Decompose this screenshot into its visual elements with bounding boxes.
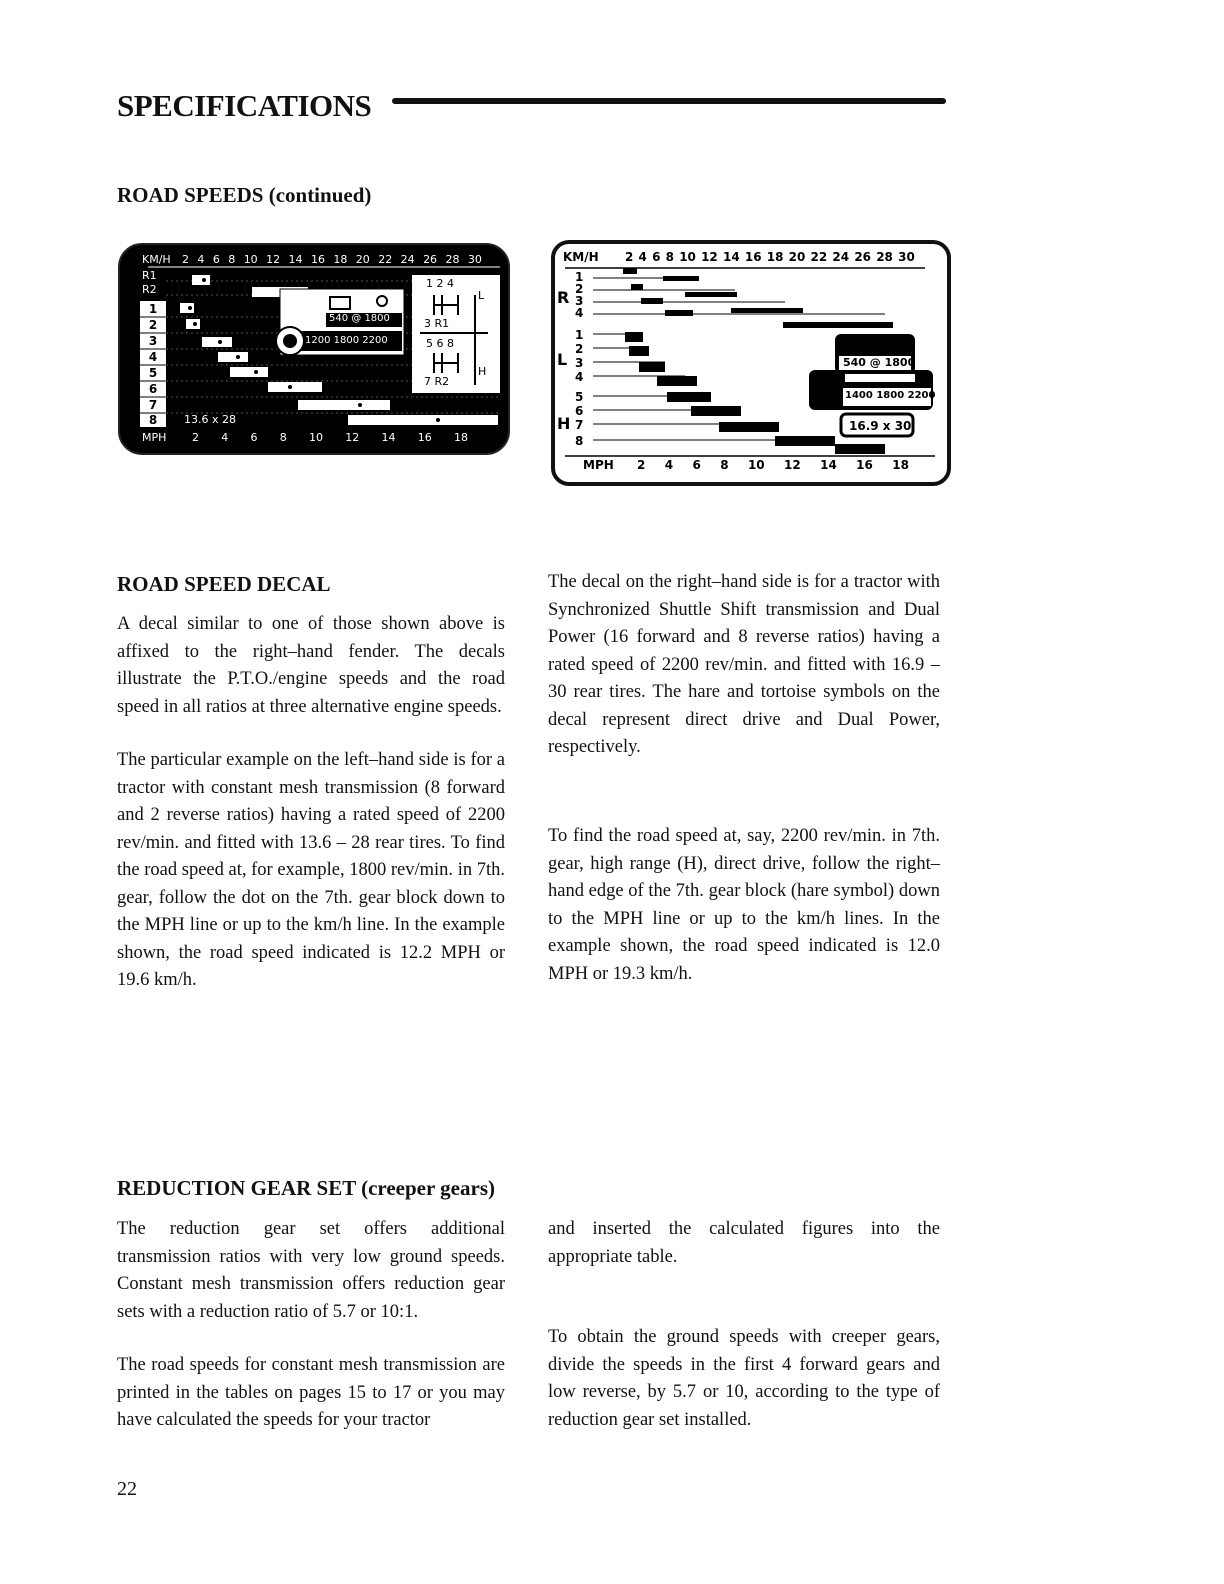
- gear-label: 7: [148, 398, 158, 412]
- group-label: R: [557, 288, 570, 307]
- mph-tick: 4: [221, 431, 229, 444]
- kmh-tick: 26: [423, 253, 438, 266]
- kmh-tick: 26: [854, 250, 872, 264]
- reduction-gear-para-2: The road speeds for constant mesh transmission are printed in the tables on pages 15 to 17 or you may have calculated the speeds for your tractor: [117, 1355, 505, 1430]
- road-speeds-heading: ROAD SPEEDS (continued): [117, 183, 372, 207]
- gear-label: 6: [575, 404, 584, 418]
- mph-tick: 18: [454, 431, 468, 444]
- decal-right-pto-speed: 540 @ 1800: [843, 356, 916, 369]
- reverse-label: R2: [142, 283, 157, 296]
- mph-tick: 16: [417, 431, 432, 444]
- reverse-label: R1: [142, 269, 157, 282]
- decal-right-engine-speeds: 1400 1800 2200: [845, 390, 936, 401]
- gear-label: 4: [148, 350, 158, 364]
- decal-right-kmh-ticks: [625, 250, 915, 264]
- kmh-tick: 18: [766, 250, 784, 264]
- reduction-gear-para-1: The reduction gear set offers additional transmission ratios with very low ground speeds. Constant mesh transmission offers reduction gear sets with a reduction ratio of 5.7 or 10:1.: [117, 1219, 505, 1322]
- reduction-gear-para-3: and inserted the calculated figures into the appropriate table.: [548, 1219, 940, 1267]
- kmh-tick: 24: [400, 253, 415, 266]
- kmh-tick: 8: [228, 253, 236, 266]
- mph-tick: 2: [637, 458, 646, 472]
- kmh-tick: 6: [212, 253, 220, 266]
- shift-pattern-mid: 3 R1: [424, 317, 450, 330]
- kmh-tick: 20: [788, 250, 806, 264]
- gear-label: 4: [575, 370, 584, 384]
- decal-left-kmh-label: KM/H: [142, 253, 171, 266]
- title-rule: [392, 98, 946, 104]
- decal-left-tire-size: 13.6 x 28: [184, 413, 236, 426]
- road-speed-decal-right: [551, 240, 951, 486]
- kmh-tick: 22: [810, 250, 828, 264]
- kmh-tick: 6: [652, 250, 661, 264]
- mph-tick: 10: [309, 431, 323, 444]
- shift-pattern-bottom: 7 R2: [424, 375, 450, 388]
- gear-label: 5: [575, 390, 584, 404]
- mph-tick: 16: [856, 458, 873, 472]
- range-high-label: H: [478, 365, 487, 378]
- gear-label: 3: [575, 294, 584, 308]
- kmh-tick: 8: [665, 250, 674, 264]
- gear-label: 2: [575, 282, 584, 296]
- mph-tick: 14: [820, 458, 837, 472]
- page-number: 22: [117, 1478, 137, 1500]
- road-speed-decal-para-2: The particular example on the left–hand side is for a tractor with constant mesh transmission (8 forward and 2 reverse ratios) having a rated speed of 2200 rev/min. and fitted with 13.6 – 28 rear tires. To find the road speed at, for example, 1800 rev/min. in 7th. gear, follow the dot on the 7th. gear block down to the MPH line or up to the km/h line. In the example shown, the road speed indicated is 12.2 MPH or 19.6 km/h.: [117, 750, 505, 990]
- gear-label: 7: [575, 418, 584, 432]
- kmh-tick: 16: [310, 253, 325, 266]
- kmh-tick: 12: [701, 250, 718, 264]
- road-speed-decal-left: [118, 243, 510, 455]
- mph-tick: 6: [250, 431, 258, 444]
- decal-left-pto-speed: 540 @ 1800: [329, 313, 390, 324]
- decal-left-kmh-ticks: [182, 253, 482, 266]
- group-label: H: [557, 414, 571, 433]
- mph-tick: 12: [345, 431, 360, 444]
- mph-tick: 10: [747, 458, 765, 472]
- kmh-tick: 14: [722, 250, 740, 264]
- kmh-tick: 12: [266, 253, 281, 266]
- kmh-tick: 2: [182, 253, 189, 266]
- kmh-tick: 22: [378, 253, 393, 266]
- kmh-tick: 10: [243, 253, 258, 266]
- decal-right-mph-ticks: [637, 458, 909, 472]
- decal-left-gear-labels: [140, 301, 166, 427]
- kmh-tick: 18: [333, 253, 348, 266]
- gear-label: 6: [148, 382, 158, 396]
- gear-label: 8: [148, 413, 158, 427]
- gear-label: 1: [148, 302, 158, 316]
- shift-pattern-top: 1 2 4: [426, 277, 454, 290]
- decal-left-mph-label: MPH: [142, 431, 167, 444]
- decal-right-tire-size: 16.9 x 30: [849, 419, 912, 433]
- kmh-tick: 4: [197, 253, 205, 266]
- mph-tick: 2: [192, 431, 199, 444]
- kmh-tick: 4: [638, 250, 647, 264]
- decal-left-mph-ticks: [192, 431, 468, 444]
- gear-label: 8: [575, 434, 584, 448]
- mph-tick: 14: [381, 431, 396, 444]
- kmh-tick: 16: [744, 250, 762, 264]
- kmh-tick: 2: [625, 250, 634, 264]
- group-label: L: [557, 350, 568, 369]
- mph-tick: 4: [664, 458, 674, 472]
- decal-right-mph-label: MPH: [583, 458, 614, 472]
- kmh-tick: 20: [355, 253, 370, 266]
- reduction-gear-heading: REDUCTION GEAR SET (creeper gears): [117, 1176, 495, 1200]
- mph-tick: 8: [279, 431, 287, 444]
- mph-tick: 8: [720, 458, 729, 472]
- gear-label: 2: [148, 318, 158, 332]
- kmh-tick: 30: [898, 250, 915, 264]
- kmh-tick: 28: [445, 253, 460, 266]
- page-title: SPECIFICATIONS: [117, 88, 372, 123]
- gear-label: 1: [575, 270, 584, 284]
- road-speed-decal-para-3: The decal on the right–hand side is for a tractor with Synchronized Shuttle Shift transmission and Dual Power (16 forward and 8 reverse ratios) having a rated speed of 2200 rev/min. and fitted with 16.9 – 30 rear tires. The hare and tortoise symbols on the decal represent direct drive and Dual Power, respectively.: [548, 572, 940, 757]
- reduction-gear-para-4: To obtain the ground speeds with creeper gears, divide the speeds in the first 4 forward gears and low reverse, by 5.7 or 10, according to the type of reduction gear set installed.: [548, 1327, 940, 1430]
- kmh-tick: 10: [679, 250, 696, 264]
- gear-label: 2: [575, 342, 584, 356]
- kmh-tick: 24: [832, 250, 850, 264]
- gear-label: 5: [148, 366, 158, 380]
- gear-label: 3: [575, 356, 584, 370]
- mph-tick: 12: [784, 458, 801, 472]
- road-speed-decal-para-1: A decal similar to one of those shown above is affixed to the right–hand fender. The decals illustrate the P.T.O./engine speeds and the road speed in all ratios at three alternative engine speeds.: [117, 614, 505, 717]
- road-speed-decal-heading: ROAD SPEED DECAL: [117, 572, 331, 596]
- gear-label: 3: [148, 334, 158, 348]
- decal-right-kmh-label: KM/H: [563, 250, 599, 264]
- mph-tick: 18: [892, 458, 909, 472]
- mph-tick: 6: [692, 458, 701, 472]
- kmh-tick: 14: [288, 253, 303, 266]
- decal-left-engine-speeds: 1200 1800 2200: [305, 335, 388, 346]
- gear-label: 1: [575, 328, 584, 342]
- kmh-tick: 30: [467, 253, 482, 266]
- road-speed-decal-para-4: To find the road speed at, say, 2200 rev/min. in 7th. gear, high range (H), direct drive, follow the right–hand edge of the 7th. gear block (hare symbol) down to the MPH line or up to the km/h lines. In the example shown, the road speed indicated is 12.0 MPH or 19.3 km/h.: [548, 826, 940, 984]
- kmh-tick: 28: [876, 250, 893, 264]
- gear-label: 4: [575, 306, 584, 320]
- shift-pattern-bottom-top: 5 6 8: [426, 337, 454, 350]
- range-low-label: L: [478, 289, 485, 302]
